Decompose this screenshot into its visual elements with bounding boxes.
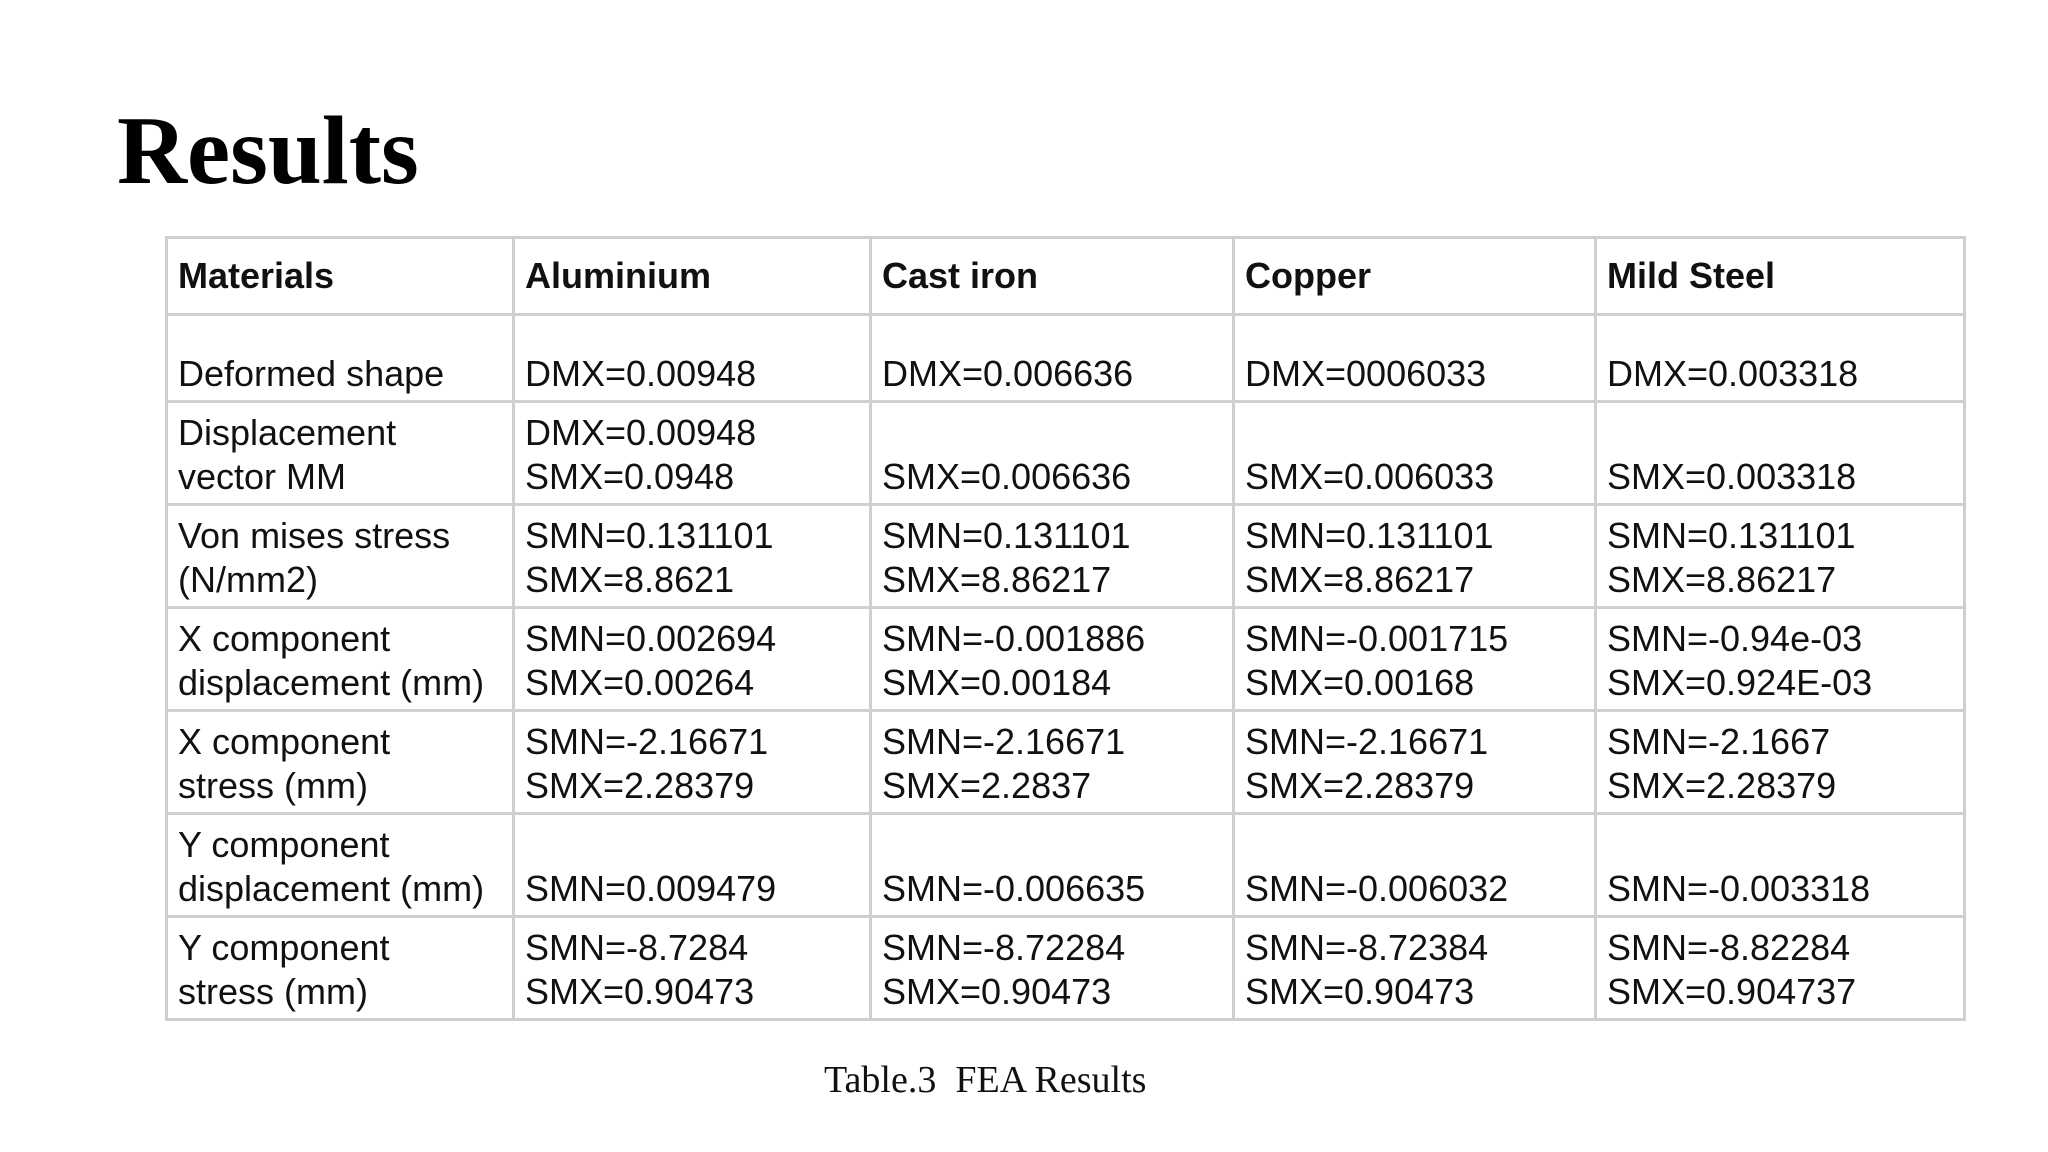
cell-value: SMX=0.0948 [525, 456, 735, 497]
page-title: Results [117, 97, 419, 204]
cell-value: DMX=0006033 [1245, 353, 1487, 394]
header-mild-steel: Mild Steel [1596, 238, 1965, 315]
cell-value: SMN=0.131101 [525, 515, 774, 556]
cell-value: SMN=0.131101 [882, 515, 1131, 556]
cell-value: SMN=0.131101 [1607, 515, 1856, 556]
row-label-line: stress (mm) [178, 765, 368, 806]
table-row [167, 711, 1965, 814]
table-row [167, 402, 1965, 505]
cell-value: SMN=-0.003318 [1607, 868, 1871, 909]
table-cell [871, 315, 1234, 402]
header-materials: Materials [167, 238, 514, 315]
cell-value: SMN=-8.7284 [525, 927, 749, 968]
cell-value: SMN=-0.94e-03 [1607, 618, 1863, 659]
row-label-line: X component [178, 618, 391, 659]
cell-value: SMX=0.904737 [1607, 971, 1857, 1012]
cell-value: SMN=0.009479 [525, 868, 777, 909]
cell-value: SMN=0.002694 [525, 618, 777, 659]
row-label-line: displacement (mm) [178, 868, 485, 909]
cell-value: SMN=-8.72384 [1245, 927, 1489, 968]
row-label-line: (N/mm2) [178, 559, 318, 600]
table-cell [1234, 505, 1596, 608]
row-label-cell [167, 814, 514, 917]
table-cell [1596, 505, 1965, 608]
table-row [167, 505, 1965, 608]
cell-value: DMX=0.006636 [882, 353, 1134, 394]
table-header-row [167, 238, 1965, 315]
cell-value: SMX=0.00168 [1245, 662, 1475, 703]
row-label-line: vector MM [178, 456, 347, 497]
cell-value: SMN=-8.72284 [882, 927, 1126, 968]
cell-value: SMX=8.86217 [1245, 559, 1475, 600]
cell-value: SMX=0.90473 [525, 971, 755, 1012]
cell-value: SMN=-0.001886 [882, 618, 1146, 659]
cell-value: SMX=8.86217 [882, 559, 1112, 600]
table-cell [871, 402, 1234, 505]
cell-value: SMX=0.00264 [525, 662, 755, 703]
cell-value: SMX=0.90473 [1245, 971, 1475, 1012]
cell-value: SMX=2.28379 [1245, 765, 1475, 806]
cell-value: SMN=-0.001715 [1245, 618, 1509, 659]
header-cast-iron: Cast iron [871, 238, 1234, 315]
table-row [167, 917, 1965, 1020]
table-cell [1596, 814, 1965, 917]
table-cell [1234, 402, 1596, 505]
cell-value: SMX=0.003318 [1607, 456, 1857, 497]
cell-value: SMN=0.131101 [1245, 515, 1494, 556]
row-label-cell [167, 711, 514, 814]
cell-value: SMX=0.00184 [882, 662, 1112, 703]
cell-value: DMX=0.00948 [525, 412, 757, 453]
cell-value: SMX=2.2837 [882, 765, 1092, 806]
table-cell [1234, 608, 1596, 711]
table-cell [871, 505, 1234, 608]
cell-value: SMX=8.8621 [525, 559, 735, 600]
cell-value: SMX=0.006033 [1245, 456, 1495, 497]
table-cell [1596, 917, 1965, 1020]
row-label-line: stress (mm) [178, 971, 368, 1012]
row-label-cell [167, 608, 514, 711]
cell-value: SMX=8.86217 [1607, 559, 1837, 600]
row-label-line: Von mises stress [178, 515, 451, 556]
cell-value: SMX=0.924E-03 [1607, 662, 1873, 703]
table-cell [514, 315, 871, 402]
row-label-line: X component [178, 721, 391, 762]
cell-value: SMX=0.90473 [882, 971, 1112, 1012]
row-label-line: displacement (mm) [178, 662, 485, 703]
row-label-cell [167, 505, 514, 608]
cell-value: SMX=2.28379 [525, 765, 755, 806]
table-cell [1596, 711, 1965, 814]
row-label-cell [167, 917, 514, 1020]
cell-value: SMN=-2.1667 [1607, 721, 1831, 762]
table-cell [1234, 711, 1596, 814]
table-cell [514, 711, 871, 814]
table-cell [514, 814, 871, 917]
table-cell [1596, 315, 1965, 402]
results-table-container [165, 236, 1966, 1021]
table-cell [871, 711, 1234, 814]
table-cell [514, 402, 871, 505]
table-cell [1596, 402, 1965, 505]
cell-value: SMN=-2.16671 [882, 721, 1126, 762]
cell-value: SMN=-2.16671 [1245, 721, 1489, 762]
cell-value: SMX=2.28379 [1607, 765, 1837, 806]
header-aluminium: Aluminium [514, 238, 871, 315]
table-cell [871, 814, 1234, 917]
row-label-line: Deformed shape [178, 353, 445, 394]
cell-value: SMN=-0.006032 [1245, 868, 1509, 909]
cell-value: SMX=0.006636 [882, 456, 1132, 497]
cell-value: SMN=-8.82284 [1607, 927, 1851, 968]
table-row [167, 315, 1965, 402]
row-label-cell [167, 315, 514, 402]
fea-results-table [165, 236, 1966, 1021]
table-body [167, 315, 1965, 1020]
row-label-cell [167, 402, 514, 505]
cell-value: DMX=0.00948 [525, 353, 757, 394]
table-caption: Table.3 FEA Results [824, 1059, 1147, 1101]
cell-value: DMX=0.003318 [1607, 353, 1859, 394]
table-cell [1234, 917, 1596, 1020]
table-row [167, 814, 1965, 917]
table-cell [871, 608, 1234, 711]
table-cell [1596, 608, 1965, 711]
table-cell [514, 505, 871, 608]
cell-value: SMN=-2.16671 [525, 721, 769, 762]
table-cell [514, 917, 871, 1020]
table-cell [1234, 315, 1596, 402]
table-cell [514, 608, 871, 711]
cell-value: SMN=-0.006635 [882, 868, 1146, 909]
row-label-line: Displacement [178, 412, 397, 453]
table-row [167, 608, 1965, 711]
table-cell [1234, 814, 1596, 917]
row-label-line: Y component [178, 824, 390, 865]
table-cell [871, 917, 1234, 1020]
header-copper: Copper [1234, 238, 1596, 315]
row-label-line: Y component [178, 927, 390, 968]
